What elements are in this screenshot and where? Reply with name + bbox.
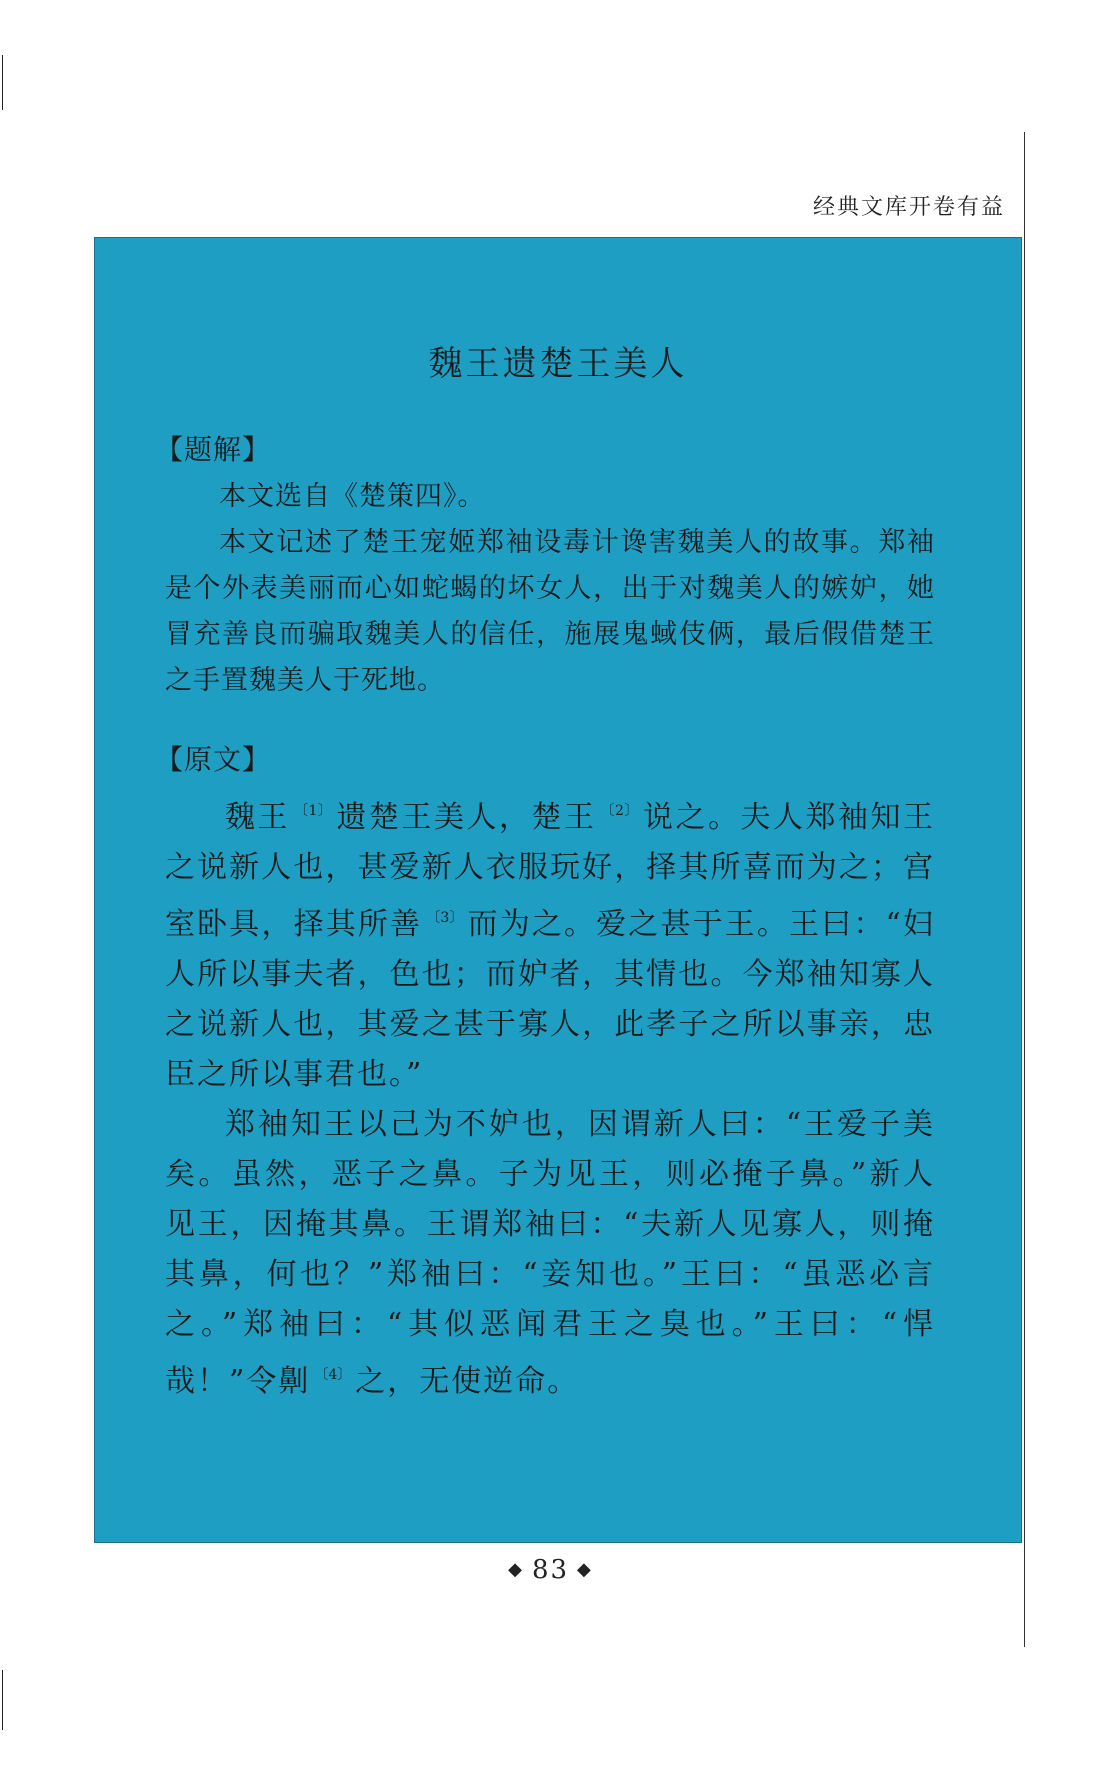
text-run: 郑袖知王以己为不妒也，因谓新人曰：“王爱子美矣。虽然，恶子之鼻。子为见王，则必掩子鼻。”新人见王，因掩其鼻。王谓郑袖曰：“夫新人见寡人，则掩其鼻，何也？”郑袖曰：“妾知也。”王曰：“虽恶必言之。”郑袖曰：“其似恶闻君王之臭也。”王曰：“悍哉！”令劓 [165, 1107, 935, 1399]
footnote-ref-4: 〔4〕 [314, 1367, 352, 1383]
text-run: 魏王 [225, 800, 291, 835]
content-panel [94, 237, 1022, 1543]
crop-mark-top [2, 55, 3, 110]
intro-paragraph-2: 本文记述了楚王宠姬郑袖设毒计谗害魏美人的故事。郑袖是个外表美丽而心如蛇蝎的坏女人，出于对魏美人的嫉妒，她冒充善良而骗取魏美人的信任，施展鬼蜮伎俩，最后假借楚王之手置魏美人于死地。 [165, 527, 935, 696]
page-number: 83 [531, 1555, 570, 1585]
original-paragraph-2 [165, 1100, 935, 1407]
page-number-footer [0, 1555, 1101, 1585]
section-heading-yuanwen: 【原文】 [155, 743, 272, 776]
page-title: 魏王遗楚王美人 [428, 344, 688, 384]
crop-mark-bottom [2, 1670, 3, 1730]
section-heading-tijie: 【题解】 [155, 433, 272, 466]
diamond-icon-left: ◆ [508, 1559, 524, 1580]
running-head: 经典文库开卷有益 [812, 195, 1005, 220]
margin-rule [1024, 132, 1025, 1647]
footnote-ref-3: 〔3〕 [426, 910, 464, 926]
text-run: 之，无使逆命。 [355, 1364, 580, 1399]
intro-paragraph-1: 本文选自《楚策四》。 [219, 481, 486, 512]
intro-body [165, 474, 935, 704]
text-run: 说之。夫人郑袖知王之说新人也，甚爱新人衣服玩好，择其所喜而为之；宫室卧具，择其所善 [165, 800, 936, 942]
footnote-ref-1: 〔1〕 [294, 803, 333, 819]
footnote-ref-2: 〔2〕 [600, 803, 639, 819]
text-run: 而为之。爱之甚于王。王曰：“妇人所以事夫者，色也；而妒者，其情也。今郑袖知寡人之说新人也，其爱之甚于寡人，此孝子之所以事亲，忠臣之所以事君也。” [165, 907, 935, 1092]
original-text-body [165, 786, 935, 1407]
diamond-icon-right: ◆ [577, 1559, 593, 1580]
text-run: 遗楚王美人，楚王 [336, 800, 597, 835]
original-paragraph-1 [165, 786, 935, 1100]
